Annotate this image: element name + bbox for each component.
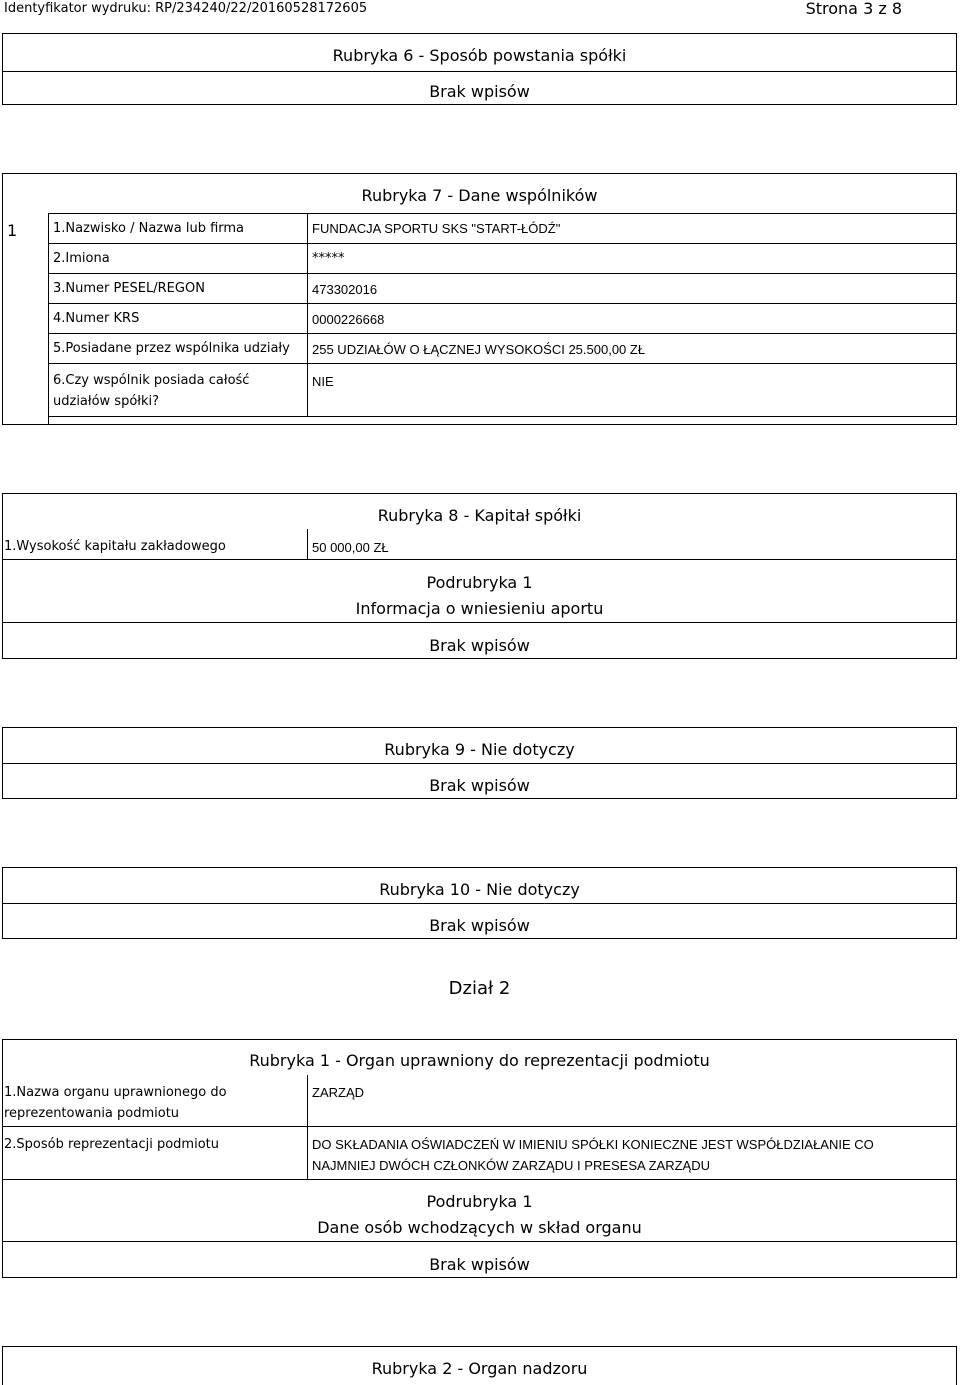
dzial-2-title: Dział 2: [448, 978, 511, 999]
representation-method-value-line2: NAJMNIEJ DWÓCH CZŁONKÓW ZARZĄDU I PRESESA ZARZĄDU: [312, 1158, 710, 1173]
organ-name-label-line1: 1.Nazwa organu uprawnionego do: [4, 1085, 227, 1100]
organ-name-value: ZARZĄD: [312, 1085, 364, 1100]
rubryka-7-title: Rubryka 7 - Dane wspólników: [361, 186, 598, 205]
page-number: Strona 3 z 8: [805, 0, 902, 18]
partner-whole-shares-value: NIE: [312, 374, 334, 389]
organ-members-subsection-value: Brak wpisów: [429, 1255, 530, 1274]
partner-pesel-regon-value: 473302016: [312, 282, 378, 297]
partner-pesel-regon-label: 3.Numer PESEL/REGON: [53, 281, 205, 296]
partner-name-value: FUNDACJA SPORTU SKS "START-ŁÓDŹ": [312, 221, 561, 236]
partner-whole-shares-label-line2: udziałów spółki?: [53, 394, 160, 409]
partner-name-label: 1.Nazwisko / Nazwa lub firma: [53, 221, 245, 236]
organ-name-label-line2: reprezentowania podmiotu: [4, 1106, 180, 1121]
partner-index: 1: [7, 221, 18, 240]
rubryka-10-value: Brak wpisów: [429, 916, 530, 935]
partner-shares-label: 5.Posiadane przez wspólnika udziały: [53, 341, 290, 356]
representation-method-value-line1: DO SKŁADANIA OŚWIADCZEŃ W IMIENIU SPÓŁKI KONIECZNE JEST WSPÓŁDZIAŁANIE CO: [312, 1137, 874, 1152]
organ-members-subsection-label: Podrubryka 1: [426, 1192, 533, 1211]
organ-representation-title: Rubryka 1 - Organ uprawniony do reprezentacji podmiotu: [249, 1051, 710, 1070]
rubryka-8-subsection-value: Brak wpisów: [429, 636, 530, 655]
rubryka-6-value: Brak wpisów: [429, 82, 530, 101]
rubryka-9-title: Rubryka 9 - Nie dotyczy: [384, 740, 575, 759]
supervisory-organ-title: Rubryka 2 - Organ nadzoru: [371, 1359, 588, 1378]
rubryka-6-title: Rubryka 6 - Sposób powstania spółki: [332, 46, 627, 65]
rubryka-8-subsection-title: Informacja o wniesieniu aportu: [355, 599, 604, 618]
partner-krs-value: 0000226668: [312, 312, 385, 327]
partner-krs-label: 4.Numer KRS: [53, 311, 140, 326]
representation-method-label: 2.Sposób reprezentacji podmiotu: [4, 1137, 219, 1152]
partner-given-names-value: *****: [312, 251, 345, 266]
partner-whole-shares-label-line1: 6.Czy wspólnik posiada całość: [53, 373, 250, 388]
rubryka-8-subsection-label: Podrubryka 1: [426, 573, 533, 592]
partner-shares-value: 255 UDZIAŁÓW O ŁĄCZNEJ WYSOKOŚCI 25.500,00 ZŁ: [312, 342, 646, 357]
print-identifier: Identyfikator wydruku: RP/234240/22/20160528172605: [4, 1, 368, 16]
partner-given-names-label: 2.Imiona: [53, 251, 110, 266]
capital-value: 50 000,00 ZŁ: [312, 540, 389, 555]
rubryka-9-value: Brak wpisów: [429, 776, 530, 795]
rubryka-10-title: Rubryka 10 - Nie dotyczy: [379, 880, 580, 899]
capital-label: 1.Wysokość kapitału zakładowego: [4, 539, 226, 554]
rubryka-8-title: Rubryka 8 - Kapitał spółki: [377, 506, 582, 525]
organ-members-subsection-title: Dane osób wchodzących w skład organu: [317, 1218, 642, 1237]
